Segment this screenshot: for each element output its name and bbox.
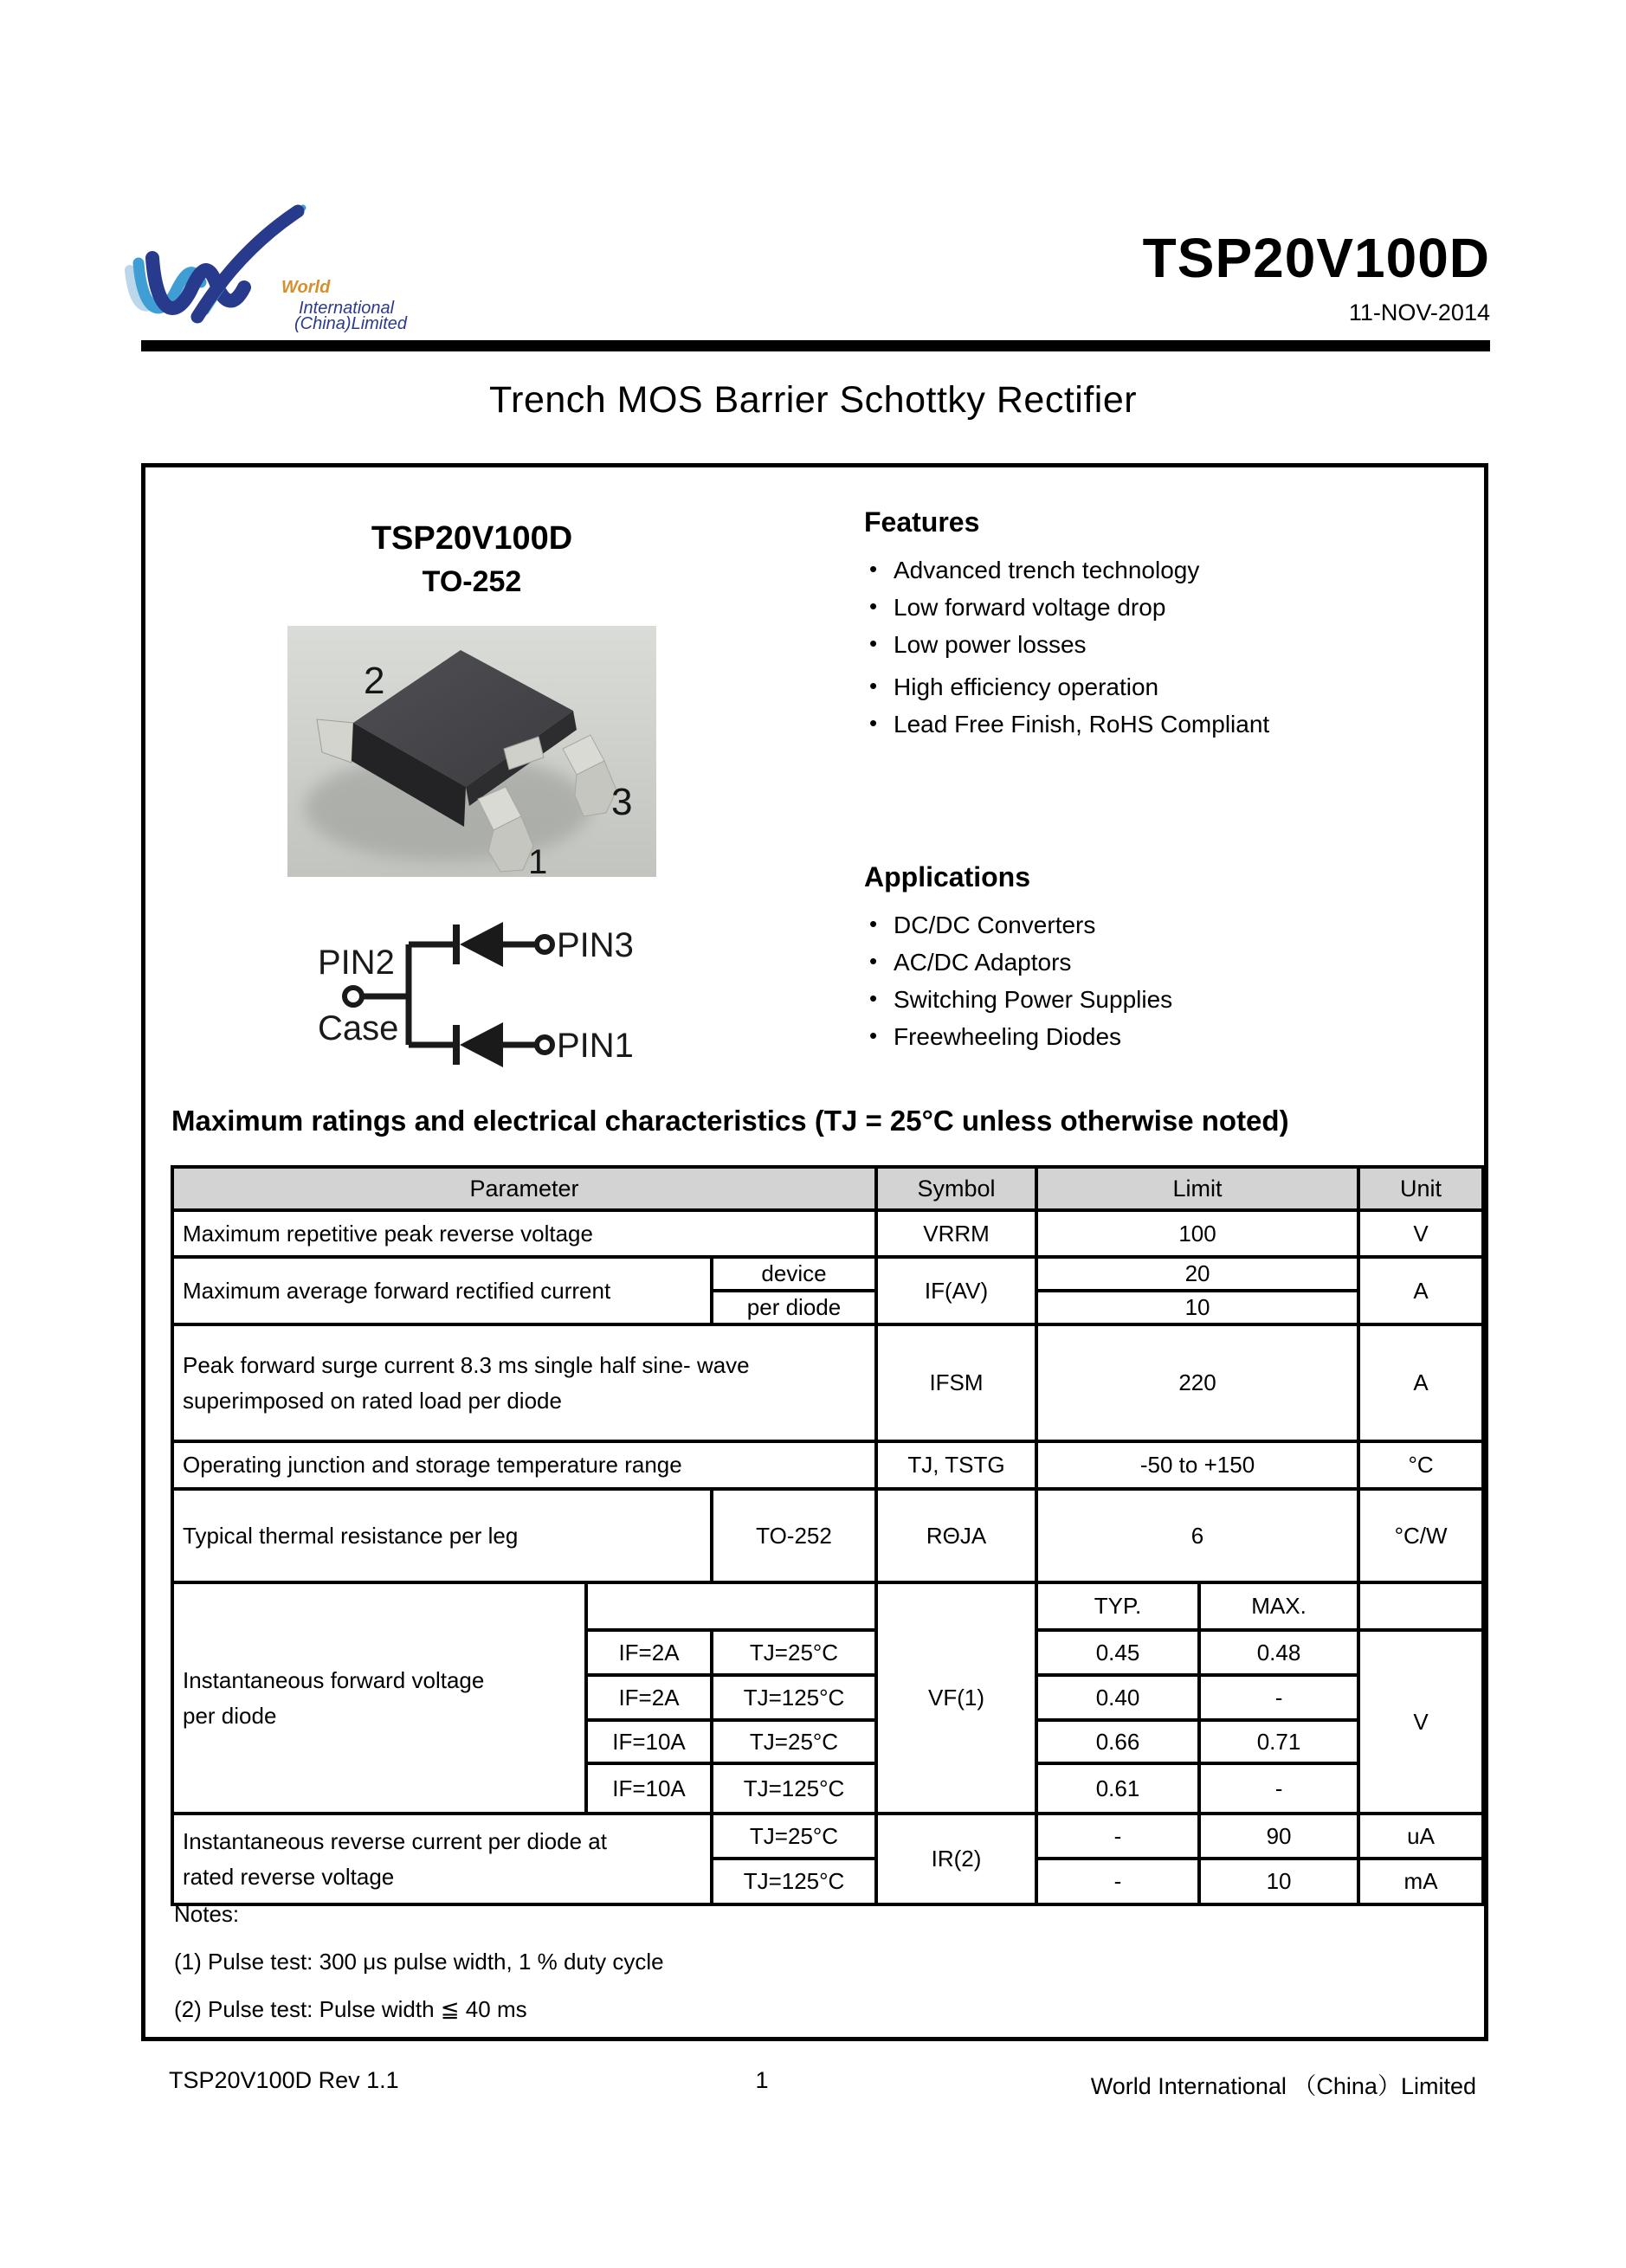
table-row-tjtstg — [172, 1441, 1483, 1489]
vf2-cond-if: IF=2A — [586, 1675, 712, 1720]
ifsm-limit: 220 — [1036, 1324, 1358, 1441]
content-box — [141, 463, 1488, 2041]
part-label-package: TO-252 — [422, 564, 522, 598]
ir1-max: 90 — [1199, 1814, 1358, 1859]
vf4-cond-tj: TJ=125°C — [712, 1763, 876, 1814]
features-title: Features — [864, 506, 980, 538]
ratings-table — [171, 1165, 1485, 1906]
vf-unit: V — [1358, 1630, 1483, 1814]
ir2-max: 10 — [1199, 1859, 1358, 1904]
ifsm-unit: A — [1358, 1324, 1483, 1441]
document-title: Trench MOS Barrier Schottky Rectifier — [488, 379, 1138, 421]
photo-pin2-label: 2 — [364, 660, 385, 702]
applications-title: Applications — [864, 861, 1031, 892]
vf-symbol: VF(1) — [876, 1582, 1036, 1814]
table-row-ifsm — [172, 1324, 1483, 1441]
tjtstg-unit: °C — [1358, 1441, 1483, 1489]
header-part-number: TSP20V100D — [1142, 227, 1490, 289]
note-item: (2) Pulse test: Pulse width ≦ 40 ms — [174, 1996, 527, 2022]
application-item: • Freewheeling Diodes — [864, 1022, 1470, 1051]
application-item: • DC/DC Converters — [864, 911, 1470, 939]
vf3-cond-if: IF=10A — [586, 1720, 712, 1763]
vf3-max: 0.71 — [1199, 1720, 1358, 1763]
application-item: • AC/DC Adaptors — [864, 948, 1470, 976]
footer-company-name: World International （China）Limited — [1090, 2073, 1476, 2099]
ifav-symbol: IF(AV) — [876, 1257, 1036, 1324]
to252-package-image — [287, 626, 656, 877]
ifav-cond-perdiode: per diode — [712, 1291, 876, 1324]
part-label — [287, 521, 656, 598]
table-row-rthja — [172, 1489, 1483, 1582]
header-date: 11-NOV-2014 — [1348, 300, 1490, 325]
applications-section — [864, 861, 1470, 1060]
rthja-package: TO-252 — [712, 1489, 876, 1582]
notes-title: Notes: — [174, 1901, 240, 1927]
table-row-vrrm — [172, 1210, 1483, 1257]
vf-param: Instantaneous forward voltage per diode — [172, 1582, 586, 1814]
vrrm-limit: 100 — [1036, 1210, 1358, 1257]
note-item: (1) Pulse test: 300 μs pulse width, 1 % duty cycle — [174, 1949, 664, 1975]
table-row-ifav-device — [172, 1257, 1483, 1291]
company-logo — [119, 201, 431, 344]
vf1-cond-tj: TJ=25°C — [712, 1630, 876, 1675]
dual-diode-schematic-icon — [316, 920, 697, 1080]
table-row-ir-1 — [172, 1814, 1483, 1859]
header-symbol: Symbol — [876, 1167, 1036, 1210]
vf-typ-label: TYP. — [1036, 1582, 1199, 1630]
tjtstg-limit: -50 to +150 — [1036, 1441, 1358, 1489]
rthja-symbol: RΘJA — [876, 1489, 1036, 1582]
vf1-cond-if: IF=2A — [586, 1630, 712, 1675]
vrrm-symbol: VRRM — [876, 1210, 1036, 1257]
rthja-param: Typical thermal resistance per leg — [172, 1489, 712, 1582]
schematic-pin3-label: PIN3 — [557, 926, 634, 964]
tjtstg-param: Operating junction and storage temperature range — [172, 1441, 876, 1489]
ifav-limit-perdiode: 10 — [1036, 1291, 1358, 1324]
vf-max-label: MAX. — [1199, 1582, 1358, 1630]
table-header-row — [172, 1167, 1483, 1210]
logo-text-china-limited: (China)Limited — [294, 314, 408, 333]
table-row-vf-header — [172, 1582, 1483, 1630]
ir-param: Instantaneous reverse current per diode at rated reverse voltage — [172, 1814, 712, 1904]
ifav-param: Maximum average forward rectified current — [172, 1257, 712, 1324]
ir1-cond-tj: TJ=25°C — [712, 1814, 876, 1859]
photo-pin3-label: 3 — [611, 781, 633, 823]
ir2-typ: - — [1036, 1859, 1199, 1904]
tjtstg-symbol: TJ, TSTG — [876, 1441, 1036, 1489]
rthja-limit: 6 — [1036, 1489, 1358, 1582]
header-unit: Unit — [1358, 1167, 1483, 1210]
photo-pin1-label: 1 — [528, 843, 548, 877]
schematic-case-label: Case — [318, 1009, 399, 1047]
empty-cell — [1358, 1582, 1483, 1630]
ifav-cond-device: device — [712, 1257, 876, 1291]
feature-item: • Low power losses — [864, 630, 1470, 659]
vf4-cond-if: IF=10A — [586, 1763, 712, 1814]
header-limit: Limit — [1036, 1167, 1358, 1210]
package-photo — [287, 626, 656, 877]
vf2-max: - — [1199, 1675, 1358, 1720]
vf1-typ: 0.45 — [1036, 1630, 1199, 1675]
schematic-pin2-label: PIN2 — [318, 944, 395, 982]
ifav-limit-device: 20 — [1036, 1257, 1358, 1291]
footer-doc-rev: TSP20V100D Rev 1.1 — [169, 2067, 399, 2093]
application-item: • Switching Power Supplies — [864, 985, 1470, 1014]
vf2-typ: 0.40 — [1036, 1675, 1199, 1720]
schematic-pin1-label: PIN1 — [557, 1027, 634, 1065]
vrrm-unit: V — [1358, 1210, 1483, 1257]
part-label-name: TSP20V100D — [371, 520, 573, 557]
logo-ribbon-w-icon — [119, 201, 319, 339]
feature-item: • Lead Free Finish, RoHS Compliant — [864, 710, 1470, 738]
vf2-cond-tj: TJ=125°C — [712, 1675, 876, 1720]
applications-list — [864, 911, 1470, 1051]
empty-cell — [586, 1582, 876, 1630]
pin-schematic — [316, 920, 697, 1080]
feature-item: • Low forward voltage drop — [864, 593, 1470, 622]
feature-item: • Advanced trench technology — [864, 556, 1470, 584]
ifav-unit: A — [1358, 1257, 1483, 1324]
vf3-typ: 0.66 — [1036, 1720, 1199, 1763]
logo-text-international: International — [299, 299, 395, 318]
ir2-unit: mA — [1358, 1859, 1483, 1904]
ir1-unit: uA — [1358, 1814, 1483, 1859]
ir-symbol: IR(2) — [876, 1814, 1036, 1904]
rthja-unit: °C/W — [1358, 1489, 1483, 1582]
vf3-cond-tj: TJ=25°C — [712, 1720, 876, 1763]
ifsm-param: Peak forward surge current 8.3 ms single half sine- wave superimposed on rated load per diode — [172, 1324, 876, 1441]
vrrm-param: Maximum repetitive peak reverse voltage — [172, 1210, 876, 1257]
ir1-typ: - — [1036, 1814, 1199, 1859]
ratings-heading: Maximum ratings and electrical characteristics (TJ = 25°C unless otherwise noted) — [171, 1105, 1289, 1137]
vf4-typ: 0.61 — [1036, 1763, 1199, 1814]
header-rule — [141, 340, 1490, 351]
logo-text-world: World — [281, 278, 331, 297]
vf1-max: 0.48 — [1199, 1630, 1358, 1675]
notes-section — [174, 1901, 664, 2044]
ir2-cond-tj: TJ=125°C — [712, 1859, 876, 1904]
footer-page-number: 1 — [755, 2067, 769, 2093]
vf4-max: - — [1199, 1763, 1358, 1814]
header-parameter: Parameter — [172, 1167, 876, 1210]
ifsm-symbol: IFSM — [876, 1324, 1036, 1441]
feature-item: • High efficiency operation — [864, 673, 1470, 701]
features-list — [864, 556, 1470, 738]
features-section — [864, 506, 1470, 747]
